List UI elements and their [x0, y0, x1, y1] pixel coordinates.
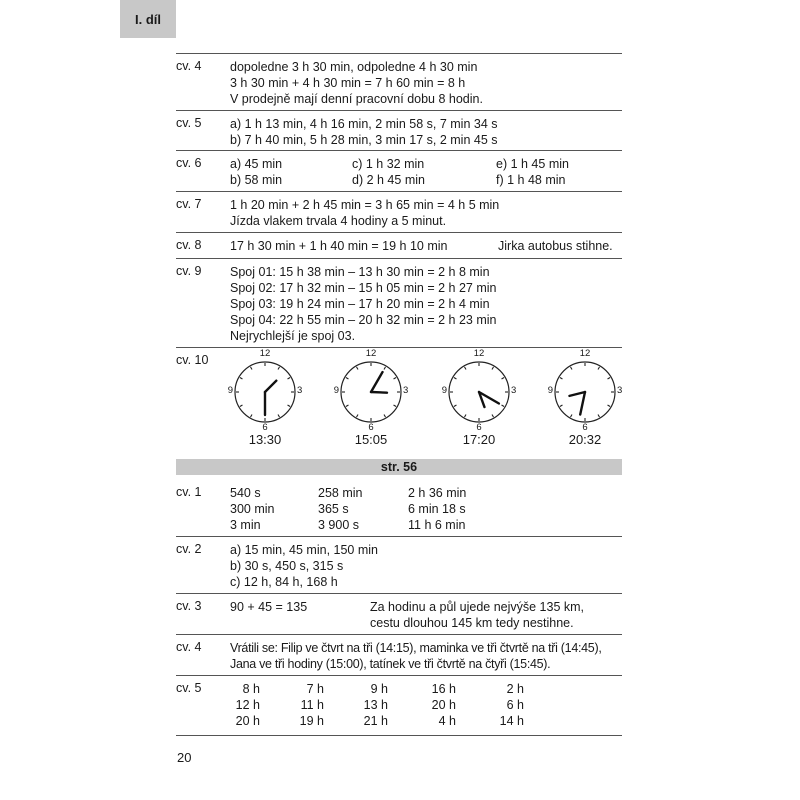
clock-tick	[571, 415, 573, 418]
clock-tick	[492, 415, 494, 418]
divider	[176, 258, 622, 259]
minute-hand	[371, 372, 383, 392]
answer-cell: e) 1 h 45 min	[496, 157, 569, 171]
answer-calc: 17 h 30 min + 1 h 40 min = 19 h 10 min	[230, 239, 448, 253]
clock-tick	[571, 367, 573, 370]
answer-cell: 9 h	[370, 682, 388, 696]
answer-cell: b) 58 min	[230, 173, 283, 187]
hour-hand	[265, 381, 276, 392]
answer-line: Za hodinu a půl ujede nejvýše 135 km,	[370, 600, 585, 614]
dial-number: 3	[403, 385, 409, 396]
answer-cell: 258 min	[318, 486, 363, 500]
answer-line: b) 7 h 40 min, 5 h 28 min, 3 min 17 s, 2 min 45 s	[230, 133, 498, 147]
answer-line: V prodejně mají denní pracovní dobu 8 hodin.	[230, 92, 483, 106]
clock-tick	[608, 405, 611, 407]
answer-line: Spoj 01: 15 h 38 min – 13 h 30 min = 2 h 8 min	[230, 265, 490, 279]
clock-tick	[394, 378, 397, 380]
clock-tick	[560, 378, 563, 380]
exercise-label: cv. 7	[176, 197, 202, 211]
answer-cell: a) 45 min	[230, 157, 283, 171]
answer-line: Jana ve tři hodiny (15:00), tatínek ve tři čtvrtě na čtyři (15:45).	[230, 657, 551, 671]
exercise-label: cv. 9	[176, 264, 202, 278]
clock-tick	[240, 378, 243, 380]
answer-line: a) 1 h 13 min, 4 h 16 min, 2 min 58 s, 7 min 34 s	[230, 117, 498, 131]
clock-tick	[240, 405, 243, 407]
clock-tick	[598, 415, 600, 418]
answer-cell: 6 h	[506, 698, 524, 712]
dial-number: 12	[579, 348, 591, 359]
clock-tick	[288, 378, 291, 380]
answer-cell: 12 h	[235, 698, 260, 712]
divider	[176, 634, 622, 635]
section-heading: str. 56	[176, 459, 622, 475]
clock-time-label: 15:05	[354, 432, 388, 447]
answer-line: 1 h 20 min + 2 h 45 min = 3 h 65 min = 4 h 5 min	[230, 198, 500, 212]
clock-tick	[454, 405, 457, 407]
answer-cell: 7 h	[306, 682, 324, 696]
exercise-label: cv. 10	[176, 353, 209, 367]
clock-tick	[346, 405, 349, 407]
exercise-label: cv. 4	[176, 640, 202, 654]
answer-cell: 16 h	[431, 682, 456, 696]
hour-hand	[371, 392, 387, 393]
exercise-label: cv. 6	[176, 156, 202, 170]
clock-tick	[598, 367, 600, 370]
answer-cell: 540 s	[230, 486, 261, 500]
divider	[176, 150, 622, 151]
answer-cell: 4 h	[438, 714, 456, 728]
dial-number: 9	[227, 385, 233, 396]
divider	[176, 593, 622, 594]
clock-tick	[384, 415, 386, 418]
dial-number: 6	[582, 422, 588, 433]
answer-cell: 3 900 s	[318, 518, 360, 532]
answer-conclusion: Jirka autobus stihne.	[498, 239, 613, 253]
answer-cell: 11 h	[300, 698, 324, 712]
answer-cell: 11 h 6 min	[408, 518, 466, 532]
page-number: 20	[177, 750, 192, 765]
clock-time-label: 17:20	[462, 432, 496, 447]
clock-tick	[357, 415, 359, 418]
dial-number: 3	[617, 385, 623, 396]
clock-tick	[492, 367, 494, 370]
answer-cell: 365 s	[318, 502, 349, 516]
clock-tick	[560, 405, 563, 407]
answer-cell: 14 h	[499, 714, 524, 728]
clock-time-label: 20:32	[568, 432, 602, 447]
dial-number: 9	[441, 385, 447, 396]
exercise-label: cv. 2	[176, 542, 202, 556]
divider	[176, 347, 622, 348]
dial-number: 12	[473, 348, 485, 359]
dial-number: 3	[297, 385, 303, 396]
answer-cell: 19 h	[299, 714, 324, 728]
answer-cell: 13 h	[363, 698, 388, 712]
dial-number: 6	[262, 422, 268, 433]
exercise-label: cv. 5	[176, 681, 202, 695]
dial-number: 9	[547, 385, 553, 396]
clock-tick	[502, 405, 505, 407]
clock-tick	[502, 378, 505, 380]
answer-line: a) 15 min, 45 min, 150 min	[230, 543, 378, 557]
answer-line: Spoj 03: 19 h 24 min – 17 h 20 min = 2 h 4 min	[230, 297, 490, 311]
divider	[176, 536, 622, 537]
hour-hand	[569, 392, 585, 396]
clock-tick	[251, 367, 253, 370]
dial-number: 12	[259, 348, 271, 359]
dial-number: 12	[365, 348, 377, 359]
dial-number: 6	[476, 422, 482, 433]
clock-time-label: 13:30	[248, 432, 282, 447]
clock-tick	[608, 378, 611, 380]
answer-line: Spoj 04: 22 h 55 min – 20 h 32 min = 2 h 23 min	[230, 313, 497, 327]
answer-line: Spoj 02: 17 h 32 min – 15 h 05 min = 2 h 27 min	[230, 281, 497, 295]
answer-cell: 2 h	[506, 682, 524, 696]
divider	[176, 191, 622, 192]
clock-tick	[465, 415, 467, 418]
answer-cell: c) 1 h 32 min	[352, 157, 425, 171]
answer-cell: f) 1 h 48 min	[496, 173, 566, 187]
clock-tick	[346, 378, 349, 380]
clock-tick	[278, 367, 280, 370]
exercise-label: cv. 1	[176, 485, 202, 499]
divider	[176, 232, 622, 233]
clock-tick	[288, 405, 291, 407]
answer-line: Vrátili se: Filip ve čtvrt na tři (14:15), maminka ve tři čtvrtě na tři (14:45),	[230, 641, 602, 655]
answer-calc: 90 + 45 = 135	[230, 600, 308, 614]
answer-cell: 2 h 36 min	[408, 486, 467, 500]
answer-line: 3 h 30 min + 4 h 30 min = 7 h 60 min = 8 h	[230, 76, 466, 90]
divider	[176, 53, 622, 54]
dial-number: 6	[368, 422, 374, 433]
answer-line: Jízda vlakem trvala 4 hodiny a 5 minut.	[230, 214, 447, 228]
minute-hand	[580, 392, 585, 415]
divider	[176, 675, 622, 676]
clock-tick	[465, 367, 467, 370]
clock-tick	[394, 405, 397, 407]
answer-cell: d) 2 h 45 min	[352, 173, 425, 187]
dial-number: 9	[333, 385, 339, 396]
answer-cell: 6 min 18 s	[408, 502, 466, 516]
clock-tick	[454, 378, 457, 380]
divider	[176, 110, 622, 111]
answer-line: cestu dlouhou 145 km tedy nestihne.	[370, 616, 574, 630]
answer-line: b) 30 s, 450 s, 315 s	[230, 559, 344, 573]
exercise-label: cv. 3	[176, 599, 202, 613]
exercise-label: cv. 4	[176, 59, 202, 73]
dial-number: 3	[511, 385, 517, 396]
clock-tick	[251, 415, 253, 418]
clock-tick	[357, 367, 359, 370]
exercise-label: cv. 8	[176, 238, 202, 252]
answer-line: dopoledne 3 h 30 min, odpoledne 4 h 30 min	[230, 60, 478, 74]
answer-cell: 21 h	[363, 714, 388, 728]
answer-cell: 300 min	[230, 502, 275, 516]
answer-cell: 3 min	[230, 518, 261, 532]
answer-cell: 20 h	[431, 698, 456, 712]
clock-tick	[278, 415, 280, 418]
part-tab: I. díl	[120, 0, 176, 38]
exercise-label: cv. 5	[176, 116, 202, 130]
clock-tick	[384, 367, 386, 370]
answer-cell: 8 h	[242, 682, 260, 696]
answer-cell: 20 h	[235, 714, 260, 728]
divider	[176, 735, 622, 736]
answer-line: c) 12 h, 84 h, 168 h	[230, 575, 338, 589]
answer-line: Nejrychlejší je spoj 03.	[230, 329, 356, 343]
